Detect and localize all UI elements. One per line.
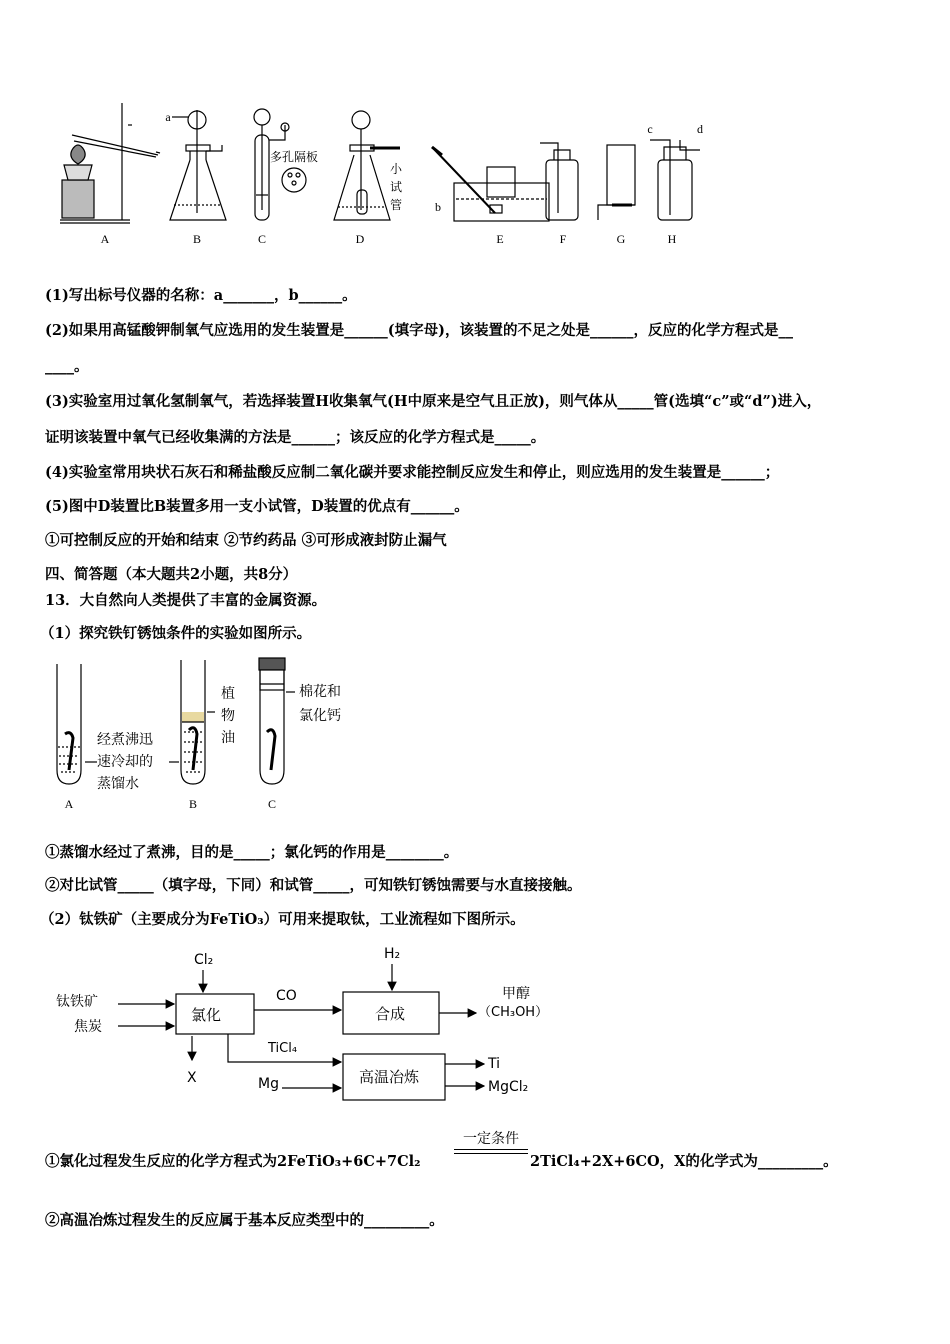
chlorination-label: 氯化	[191, 1006, 222, 1024]
apparatus-h	[650, 140, 700, 220]
oil-label-3: 油	[221, 730, 235, 746]
mark-b: b	[435, 200, 441, 214]
apparatus-label-a: A	[100, 232, 110, 246]
question-2-line1: (2)如果用高锰酸钾制氧气应选用的发生装置是______(填字母)，该装置的不足之处是______，反应的化学方程式是__	[45, 322, 794, 339]
h2-label: H₂	[384, 946, 401, 962]
cl2-label: Cl₂	[194, 952, 214, 968]
question-13: 13．大自然向人类提供了丰富的金属资源。	[45, 592, 327, 609]
rust-experiment-figure	[45, 652, 375, 817]
synthesis-label: 合成	[375, 1005, 406, 1023]
apparatus-label-f: F	[559, 232, 567, 246]
cotton-label-2: 氯化钙	[299, 708, 341, 724]
rust-question-1: ①蒸馏水经过了煮沸，目的是_____；氯化钙的作用是________。	[45, 844, 459, 861]
mgcl2-label: MgCl₂	[488, 1079, 529, 1095]
mark-c: c	[647, 122, 653, 136]
cotton-label-1: 棉花和	[299, 684, 341, 700]
methanol-formula: （CH₃OH）	[478, 1005, 549, 1020]
apparatus-label-b: B	[192, 232, 202, 246]
mark-d: d	[697, 122, 703, 136]
final-question-1a: ①氯化过程发生反应的化学方程式为2FeTiO₃+6C+7Cl₂	[45, 1153, 421, 1170]
question-5: (5)图中D装置比B装置多用一支小试管，D装置的优点有______。	[45, 498, 469, 515]
question-4: (4)实验室常用块状石灰石和稀盐酸反应制二氧化碳并要求能控制反应发生和停止，则应选用的发生装置是______；	[45, 464, 780, 481]
reaction-condition	[454, 1128, 528, 1154]
section-4-heading: 四、简答题（本大题共2小题，共8分）	[45, 566, 298, 583]
water-label-1: 经煮沸迅	[97, 732, 153, 748]
question-2-line2: ____。	[45, 358, 89, 375]
titanium-flowchart	[50, 940, 580, 1105]
apparatus-label-h: H	[667, 232, 677, 246]
apparatus-f	[540, 143, 578, 220]
rust-tube-label-b: B	[188, 797, 198, 811]
mark-a: a	[165, 110, 171, 124]
part-2-intro: （2）钛铁矿（主要成分为FeTiO₃）可用来提取钛，工业流程如下图所示。	[40, 911, 525, 928]
oil-label-1: 植	[221, 686, 235, 702]
apparatus-label-c: C	[257, 232, 267, 246]
condition-text: 一定条件	[463, 1131, 519, 1147]
apparatus-a	[60, 103, 160, 223]
x-label: X	[187, 1070, 197, 1086]
small-tube-label-2: 试	[390, 180, 403, 194]
final-question-1b: 2TiCl₄+2X+6CO，X的化学式为_________。	[530, 1153, 838, 1170]
question-3-line1: (3)实验室用过氧化氢制氧气，若选择装置H收集氧气(H中原来是空气且正放)，则气体从_____管(选填“c”或“d”)进入，	[45, 393, 822, 410]
part-1-intro: （1）探究铁钉锈蚀条件的实验如图所示。	[40, 625, 312, 642]
small-tube-label-1: 小	[390, 162, 403, 176]
question-1: (1)写出标号仪器的名称：a_______，b______。	[45, 287, 357, 304]
oil-label-2: 物	[221, 708, 235, 724]
smelting-label: 高温冶炼	[359, 1068, 420, 1086]
rust-tube-label-c: C	[267, 797, 277, 811]
water-label-2: 速冷却的	[97, 754, 153, 770]
co-label: CO	[276, 988, 297, 1004]
ticl4-label: TiCl₄	[268, 1041, 298, 1056]
question-5-options: ①可控制反应的开始和结束 ②节约药品 ③可形成液封防止漏气	[45, 532, 447, 549]
ore-label: 钛铁矿	[56, 994, 98, 1010]
apparatus-c	[254, 109, 306, 220]
mg-label: Mg	[258, 1076, 279, 1092]
apparatus-b	[170, 110, 226, 220]
methanol-label: 甲醇	[502, 986, 530, 1002]
rust-tube-label-a: A	[64, 797, 74, 811]
equals-sign	[454, 1149, 528, 1154]
apparatus-label-d: D	[355, 232, 365, 246]
ti-label: Ti	[488, 1056, 501, 1072]
apparatus-figure	[50, 95, 730, 255]
coke-label: 焦炭	[74, 1019, 102, 1035]
rust-question-2: ②对比试管_____（填字母，下同）和试管_____，可知铁钉锈蚀需要与水直接接触。	[45, 877, 582, 894]
small-tube-label-3: 管	[390, 198, 403, 212]
apparatus-label-e: E	[496, 232, 504, 246]
apparatus-g	[598, 145, 635, 220]
question-3-line2: 证明该装置中氧气已经收集满的方法是______；该反应的化学方程式是_____。	[45, 429, 546, 446]
final-question-2: ②高温冶炼过程发生的反应属于基本反应类型中的_________。	[45, 1212, 444, 1229]
water-label-3: 蒸馏水	[97, 776, 139, 792]
apparatus-e	[432, 147, 549, 221]
apparatus-label-g: G	[616, 232, 626, 246]
porous-plate-label: 多孔隔板	[270, 150, 319, 164]
